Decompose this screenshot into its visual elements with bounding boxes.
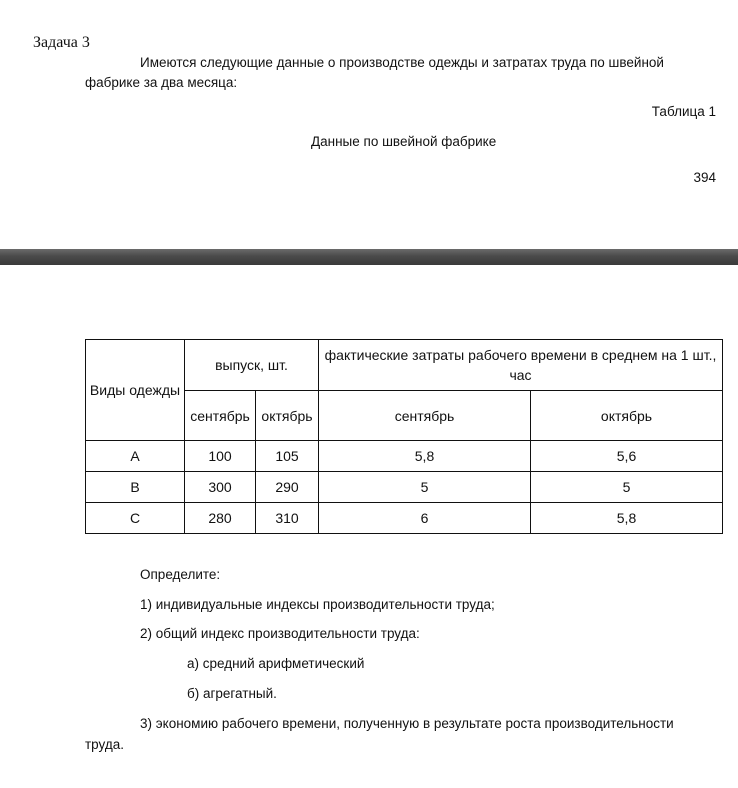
task-item-2: 2) общий индекс производительности труда: [140,626,420,641]
table-label: Таблица 1 [651,104,716,119]
table-row [86,472,723,503]
intro-text-line1: Имеются следующие данные о производстве одежды и затратах труда по швейной [140,55,664,70]
header-labor-time: фактические затраты рабочего времени в среднем на 1 шт., час [319,340,723,391]
table-header-row [86,340,723,391]
cell-time-october: 5 [531,472,723,503]
task-title: Задача 3 [33,34,90,51]
determine-label: Определите: [140,567,221,582]
header-clothing-type: Виды одежды [86,340,185,441]
subheader-time-october: октябрь [531,391,723,441]
cell-time-september: 5 [319,472,531,503]
task-item-3-line2: труда. [85,737,124,752]
cell-time-september: 5,8 [319,441,531,472]
data-table [85,339,723,534]
table-row [86,441,723,472]
cell-time-october: 5,6 [531,441,723,472]
task-item-2b: б) агрегатный. [187,686,277,701]
cell-output-october: 290 [256,472,319,503]
subheader-output-october: октябрь [256,391,319,441]
table-row [86,503,723,534]
cell-type: А [86,441,185,472]
cell-type: В [86,472,185,503]
header-output: выпуск, шт. [185,340,319,391]
cell-time-september: 6 [319,503,531,534]
intro-text-line2: фабрике за два месяца: [85,75,238,90]
cell-output-september: 280 [185,503,256,534]
subheader-output-september: сентябрь [185,391,256,441]
subheader-time-september: сентябрь [319,391,531,441]
cell-output-september: 300 [185,472,256,503]
cell-type: С [86,503,185,534]
table-caption: Данные по швейной фабрике [311,134,497,149]
cell-output-september: 100 [185,441,256,472]
task-item-3-line1: 3) экономию рабочего времени, полученную в результате роста производительности [140,716,674,731]
cell-output-october: 310 [256,503,319,534]
cell-time-october: 5,8 [531,503,723,534]
task-item-2a: а) средний арифметический [187,656,365,671]
task-item-1: 1) индивидуальные индексы производительности труда; [140,597,495,612]
cell-output-october: 105 [256,441,319,472]
page-break-divider [0,249,738,265]
page-number: 394 [693,170,716,185]
